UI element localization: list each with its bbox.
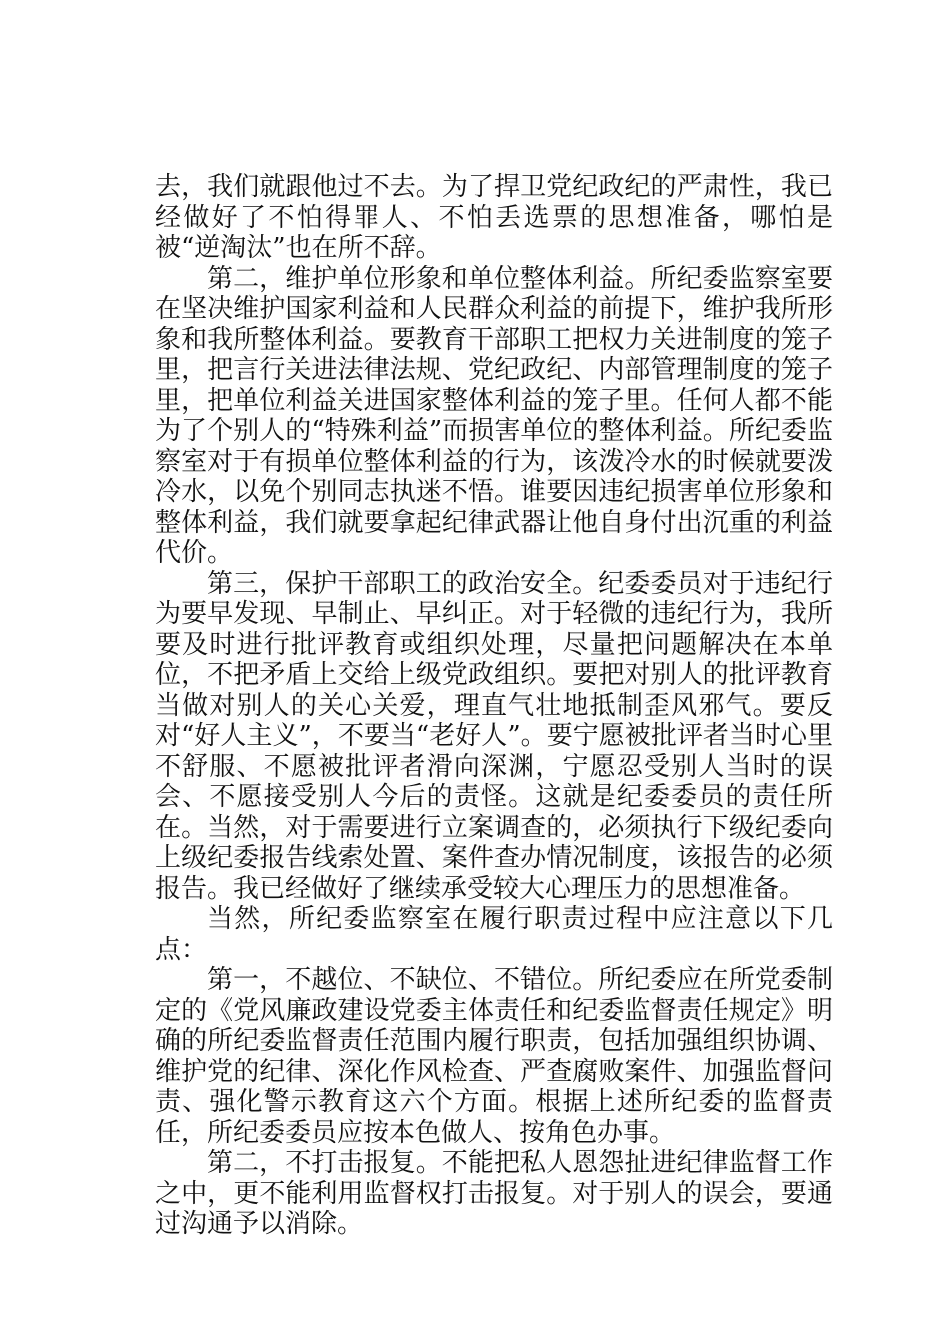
paragraph-second-point: 第二，维护单位形象和单位整体利益。所纪委监察室要在坚决维护国家利益和人民群众利益的前提下，维护我所形象和我所整体利益。要教育干部职工把权力关进制度的笼子里，把言行关进法律法规、党纪政纪、内部管理制度的笼子里，把单位利益关进国家整体利益的笼子里。任何人都不能为了个别人的“特殊利益”而损害单位的整体利益。所纪委监察室对于有损单位整体利益的行为，该泼冷水的时候就要泼冷水，以免个别同志执迷不悟。谁要因违纪损害单位形象和整体利益，我们就要拿起纪律武器让他自身付出沉重的利益代价。: [155, 263, 833, 568]
paragraph-note-one: 第一，不越位、不缺位、不错位。所纪委应在所党委制定的《党风廉政建设党委主体责任和纪委监督责任规定》明确的所纪委监督责任范围内履行职责，包括加强组织协调、维护党的纪律、深化作风检查、严查腐败案件、加强监督问责、强化警示教育这六个方面。根据上述所纪委的监督责任，所纪委委员应按本色做人、按角色办事。: [155, 965, 833, 1148]
paragraph-notes-intro: 当然，所纪委监察室在履行职责过程中应注意以下几点：: [155, 904, 833, 965]
paragraph-continuation: 去，我们就跟他过不去。为了捍卫党纪政纪的严肃性，我已经做好了不怕得罪人、不怕丢选票的思想准备，哪怕是被“逆淘汰”也在所不辞。: [155, 172, 833, 263]
paragraph-note-two: 第二，不打击报复。不能把私人恩怨扯进纪律监督工作之中，更不能利用监督权打击报复。对于别人的误会，要通过沟通予以消除。: [155, 1148, 833, 1239]
paragraph-third-point: 第三，保护干部职工的政治安全。纪委委员对于违纪行为要早发现、早制止、早纠正。对于轻微的违纪行为，我所要及时进行批评教育或组织处理，尽量把问题解决在本单位，不把矛盾上交给上级党政组织。要把对别人的批评教育当做对别人的关心关爱，理直气壮地抵制歪风邪气。要反对“好人主义”，不要当“老好人”。要宁愿被批评者当时心里不舒服、不愿被批评者滑向深渊，宁愿忍受别人当时的误会、不愿接受别人今后的责怪。这就是纪委委员的责任所在。当然，对于需要进行立案调查的，必须执行下级纪委向上级纪委报告线索处置、案件查办情况制度，该报告的必须报告。我已经做好了继续承受较大心理压力的思想准备。: [155, 568, 833, 904]
document-body: [155, 172, 833, 1240]
